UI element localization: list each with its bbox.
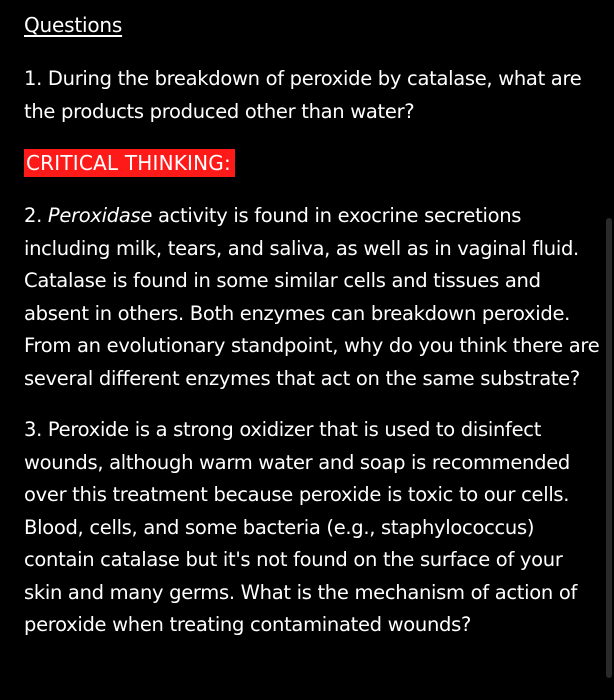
question-2-italic-term: Peroxidase — [47, 204, 153, 227]
question-2 — [24, 200, 604, 395]
question-3 — [24, 414, 604, 642]
questions-heading: Questions — [24, 13, 123, 37]
scrollbar[interactable] — [606, 218, 612, 678]
question-1 — [24, 63, 604, 128]
question-3-number: 3. — [24, 418, 43, 441]
question-2-number: 2. — [24, 204, 43, 227]
question-3-text: Peroxide is a strong oxidizer that is used to disinfect wounds, although warm water and soap is recommended over this treatment because peroxide is toxic to our cells. Blood, cells, and some bacteria (e.g., staphylococcus) contain catalase but it's not found on the surface of your skin and many germs. What is the mechanism of action of peroxide when treating contaminated wounds? — [24, 418, 578, 636]
document-body — [24, 10, 604, 642]
critical-thinking-label: CRITICAL THINKING: — [24, 149, 235, 177]
question-1-number: 1. — [24, 67, 43, 90]
question-2-text: activity is found in exocrine secretions including milk, tears, and saliva, as well as in vaginal fluid. Catalase is found in some similar cells and tissues and absent in others. Both enzymes can breakdown peroxide. From an evolutionary standpoint, why do you think there are several different enzymes that act on the same substrate? — [24, 204, 600, 390]
critical-thinking-row — [24, 149, 604, 181]
question-1-text: During the breakdown of peroxide by catalase, what are the products produced other than water? — [24, 67, 582, 123]
